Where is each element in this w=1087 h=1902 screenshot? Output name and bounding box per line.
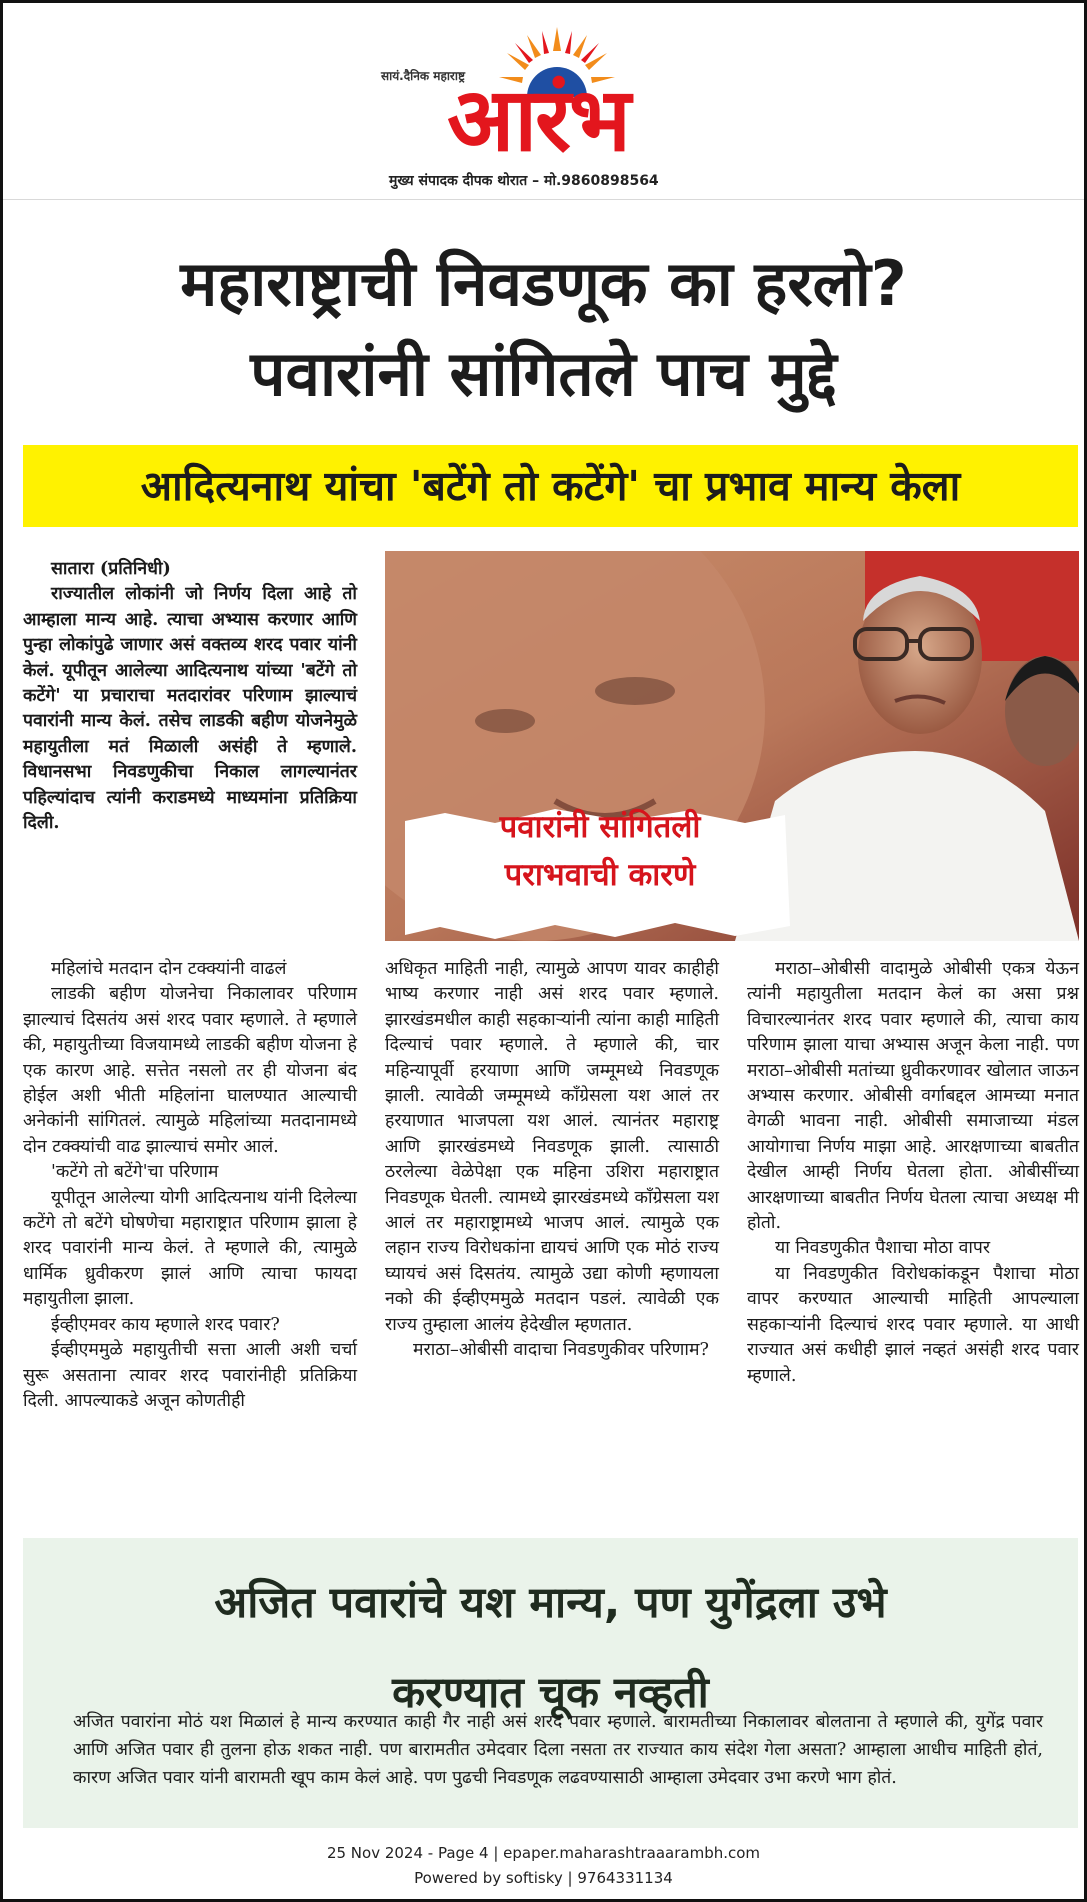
- photo-caption: [415, 803, 785, 899]
- column-1-subheading: 'कटेंगे तो बटेंगे'चा परिणाम: [51, 1162, 219, 1183]
- related-title-line-1: अजित पवारांचे यश मान्य, पण युगेंद्रला उभे: [214, 1578, 887, 1628]
- column-1-paragraph: ईव्हीएममुळे महायुतीची सत्ता आली अशी चर्चा सुरू असताना त्यावर शरद पवारांनीही प्रतिक्रिया दिली. आपल्याकडे अजून कोणतीही: [23, 1340, 357, 1411]
- related-title-line-2: करण्यात चूक नव्हती: [392, 1668, 709, 1718]
- column-1-subheading: ईव्हीएमवर काय म्हणाले शरद पवार?: [51, 1314, 280, 1335]
- newspaper-logo: [373, 21, 713, 196]
- masthead-divider: [3, 199, 1084, 200]
- photo-caption-line-1: पवारांनी सांगितली: [499, 809, 701, 845]
- lead-column: [23, 556, 357, 835]
- masthead-tagline: सायं.दैनिक महाराष्ट्र: [381, 69, 465, 83]
- editor-contact-line: मुख्य संपादक दीपक थोरात – मो.9860898564: [389, 173, 659, 189]
- related-story-body: अजित पवारांना मोठं यश मिळालं हे मान्य करण्यात काही गैर नाही असं शरद पवार म्हणाले. बारामतीच्या निकालावर बोलताना ते म्हणाले की, युगेंद्र पवार आणि अजित पवार ही तुलना होऊ शकत नाही. पण बारामतीत उमेदवार दिला नसता तर राज्यात काय संदेश गेला असता? आम्हाला आधीच माहिती होतं, कारण अजित पवार यांनी बारामती खूप काम केलं आहे. पण पुढची निवडणूक लढवण्यासाठी आम्हाला उमेदवार उभा करणे भाग होतं.: [73, 1712, 1043, 1788]
- related-story-box: [23, 1538, 1078, 1828]
- column-2-paragraph: अधिकृत माहिती नाही, त्यामुळे आपण यावर काहीही भाष्य करणार नाही असं शरद पवार म्हणाले. झारखंडमधील काही सहकाऱ्यांनी त्यांना काही माहिती दिल्याचं पवार म्हणाले. ते म्हणाले की, चार महिन्यापूर्वी हरयाणा आणि जम्मूमध्ये निवडणूक झाली. त्यावेळी जम्मूमध्ये काँग्रेसला यश आलं तर हरयाणात भाजपला यश आलं. त्यानंतर महाराष्ट्र आणि झारखंडमध्ये निवडणूक झाली. त्यासाठी ठरलेल्या वेळेपेक्षा एक महिना उशिरा महाराष्ट्रात निवडणूक घेतली. त्यामध्ये झारखंडमध्ये काँग्रेसला यश आलं तर महाराष्ट्रामध्ये भाजप आलं. त्यामुळे एक लहान राज्य विरोधकांना द्यायचं आणि एक मोठं राज्य घ्यायचं असं दिसतंय. त्यामुळे उद्या कोणी म्हणायला नको की ईव्हीएममुळे मतदान पडलं. त्यावेळी एक राज्य तुम्हाला आलंय हेदेखील म्हणतात.: [385, 959, 719, 1335]
- column-3-paragraph: मराठा–ओबीसी वादामुळे ओबीसी एकत्र येऊन त्यांनी महायुतीला मतदान केलं का असा प्रश्न विचारल्यानंतर शरद पवार म्हणाले की, त्याचा काय परिणाम झाला याचा अभ्यास अजून केला नाही. पण मराठा–ओबीसी मतांच्या ध्रुवीकरणावर खोलात जाऊन अभ्यास करणार. ओबीसी वर्गाबद्दल आमच्या मनात वेगळी भावना नाही. ओबीसी समाजाच्या मंडल आयोगाचा निर्णय माझा आहे. आरक्षणाच्या बाबतीत देखील आम्ही निर्णय घेतला होता. ओबीसींच्या आरक्षणाच्या बाबतीत निर्णय घेतला त्याचा अध्यक्ष मी होतो.: [747, 959, 1079, 1234]
- main-headline: [23, 239, 1064, 419]
- footer-powered-by: Powered by softisky | 9764331134: [414, 1869, 673, 1887]
- headline-line-1: महाराष्ट्राची निवडणूक का हरलो?: [180, 247, 907, 320]
- photo-caption-line-2: पराभवाची कारणे: [504, 857, 696, 893]
- subheadline-banner: [23, 445, 1078, 527]
- column-3-subheading: या निवडणुकीत पैशाचा मोठा वापर: [775, 1238, 991, 1259]
- column-3: [747, 957, 1079, 1389]
- footer-date-url: 25 Nov 2024 - Page 4 | epaper.maharashtraaarambh.com: [326, 1844, 761, 1862]
- page-footer: [3, 1841, 1084, 1891]
- lead-paragraph: राज्यातील लोकांनी जो निर्णय दिला आहे तो आम्हाला मान्य आहे. त्याचा अभ्यास करणार आणि पुन्हा लोकांपुढे जाणार असं वक्तव्य शरद पवार यांनी केलं. यूपीतून आलेल्या आदित्यनाथ यांच्या 'बटेंगे तो कटेंगे' या प्रचाराचा मतदारांवर परिणाम झाल्याचं पवारांनी मान्य केलं. तसेच लाडकी बहीण योजनेमुळे महायुतीला मतं मिळाली असंही ते म्हणाले. विधानसभा निवडणुकीचा निकाल लागल्यानंतर पहिल्यांदाच त्यांनी कराडमध्ये माध्यमांना प्रतिक्रिया दिली.: [23, 583, 357, 834]
- brand-wordmark: आरंभ: [447, 68, 629, 171]
- headline-line-2: पवारांनी सांगितले पाच मुद्दे: [250, 337, 837, 410]
- column-2: [385, 957, 719, 1364]
- dateline: सातारा (प्रतिनिधी): [51, 558, 171, 579]
- column-1-paragraph: लाडकी बहीण योजनेचा निकालावर परिणाम झाल्याचं दिसतंय असं शरद पवार म्हणाले. ते म्हणाले की, महायुतीच्या विजयामध्ये लाडकी बहीण योजना हे एक कारण आहे. सत्तेत नसलो तर ही योजना बंद होईल अशी भीती महिलांना घालण्यात आल्याची अनेकांनी सांगितलं. त्यामुळे महिलांच्या मतदानामध्ये दोन टक्क्यांची वाढ झाल्याचं समोर आलं.: [23, 984, 357, 1157]
- masthead: [3, 3, 1084, 198]
- column-1-paragraph: यूपीतून आलेल्या योगी आदित्यनाथ यांनी दिलेल्या कटेंगे तो बटेंगे घोषणेचा महाराष्ट्रात परिणाम झाला हे शरद पवारांनी मान्य केलं. ते म्हणाले की, त्यामुळे धार्मिक ध्रुवीकरण झालं आणि त्याचा फायदा महायुतीला झाला.: [23, 1187, 357, 1310]
- subheadline: आदित्यनाथ यांचा 'बटेंगे तो कटेंगे' चा प्रभाव मान्य केला: [140, 462, 961, 510]
- column-1-subheading: महिलांचे मतदान दोन टक्क्यांनी वाढलं: [51, 959, 287, 979]
- column-1: [23, 957, 357, 1414]
- column-3-paragraph: या निवडणुकीत विरोधकांकडून पैशाचा मोठा वापर करण्यात आल्याची माहिती आपल्याला सहकाऱ्यांनी दिल्याचं शरद पवार म्हणाले. या आधी राज्यात असं कधीही झालं नव्हतं असंही शरद पवार म्हणाले.: [747, 1263, 1079, 1386]
- column-2-subheading: मराठा–ओबीसी वादाचा निवडणुकीवर परिणाम?: [413, 1340, 709, 1361]
